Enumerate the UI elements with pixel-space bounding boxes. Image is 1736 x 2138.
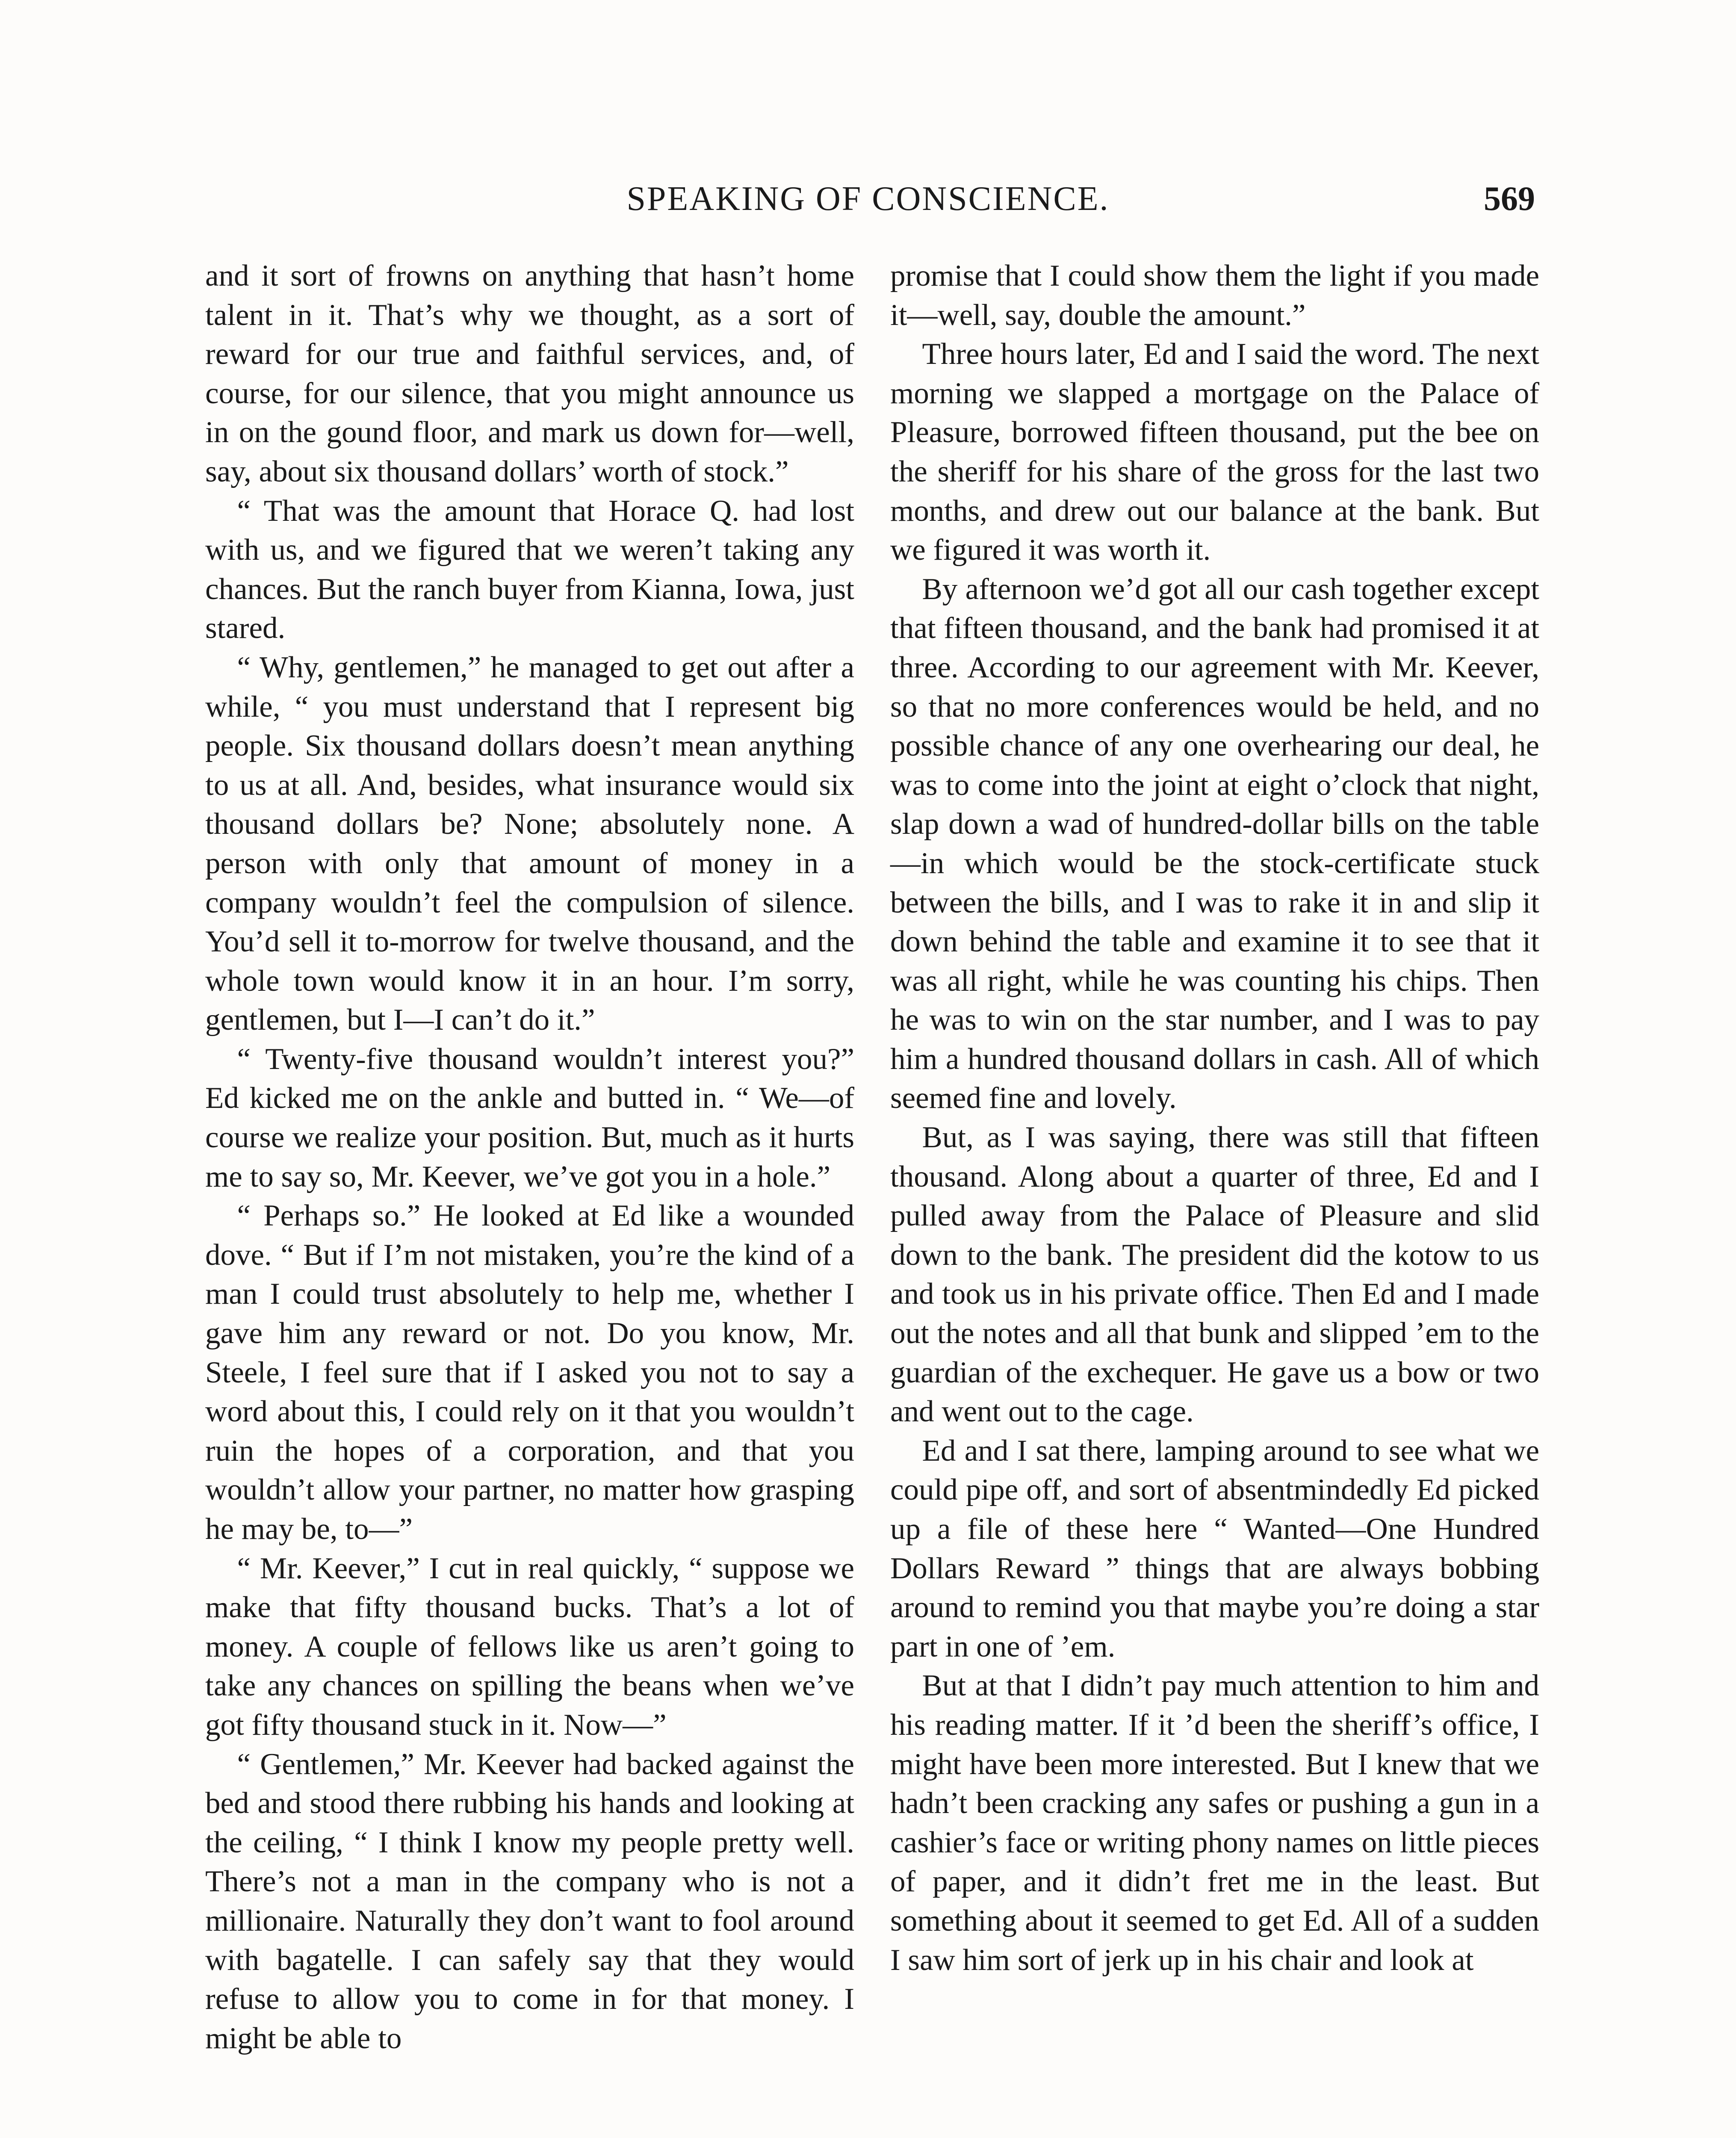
right-column xyxy=(890,257,1539,1980)
paragraph: “ Perhaps so.” He looked at Ed like a wounded dove. “ But if I’m not mistaken, you’re the kind of a man I could trust absolutely to help me, whether I gave him any reward or not. Do you know, Mr. Steele, I feel sure that if I asked you not to say a word about this, I could rely on it that you wouldn’t ruin the hopes of a corporation, and that you wouldn’t allow your partner, no matter how grasping he may be, to—” xyxy=(205,1199,854,1546)
page-header xyxy=(201,180,1535,222)
running-title: SPEAKING OF CONSCIENCE. xyxy=(626,180,1110,218)
paragraph: Three hours later, Ed and I said the word. The next morning we slapped a mortgage on the Palace of Pleasure, borrowed fifteen thousand, put the bee on the sheriff for his share of the gross for the last two months, and drew out our balance at the bank. But we figured it was worth it. xyxy=(890,337,1539,567)
paragraph: Ed and I sat there, lamping around to see what we could pipe off, and sort of absentmindedly Ed picked up a file of these here “ Wanted—One Hundred Dollars Reward ” things that are always bobbing around to remind you that maybe you’re doing a star part in one of ’em. xyxy=(890,1434,1539,1663)
paragraph: “ Why, gentlemen,” he managed to get out after a while, “ you must understand that I represent big people. Six thousand dollars doesn’t mean anything to us at all. And, besides, what insurance would six thousand dollars be? None; absolutely none. A person with only that amount of money in a company wouldn’t feel the compulsion of silence. You’d sell it to-morrow for twelve thousand, and the whole town would know it in an hour. I’m sorry, gentlemen, but I—I can’t do it.” xyxy=(205,650,854,1037)
paragraph: and it sort of frowns on anything that hasn’t home talent in it. That’s why we thought, as a sort of reward for our true and faithful services, and, of course, for our silence, that you might announce us in on the gound floor, and mark us down for—well, say, about six thousand dollars’ worth of stock.” xyxy=(205,259,854,488)
paragraph: By afternoon we’d got all our cash together except that fifteen thousand, and the bank had promised it at three. According to our agreement with Mr. Keever, so that no more conferences would be held, and no possible chance of any one overhearing our deal, he was to come into the joint at eight o’clock that night, slap down a wad of hundred-dollar bills on the table—in which would be the stock-certificate stuck between the bills, and I was to rake it in and slip it down behind the table and examine it to see that it was all right, while he was counting his chips. Then he was to win on the star number, and I was to pay him a hundred thousand dollars in cash. All of which seemed fine and lovely. xyxy=(890,572,1539,1115)
page-number: 569 xyxy=(1484,180,1535,218)
paragraph: promise that I could show them the light if you made it—well, say, double the amount.” xyxy=(890,259,1539,332)
paragraph: But at that I didn’t pay much attention to him and his reading matter. If it ’d been the sheriff’s office, I might have been more interested. But I knew that we hadn’t been cracking any safes or pushing a gun in a cashier’s face or writing phony names on little pieces of paper, and it didn’t fret me in the least. But something about it seemed to get Ed. All of a sudden I saw him sort of jerk up in his chair and look at xyxy=(890,1669,1539,1977)
paragraph: “ Gentlemen,” Mr. Keever had backed against the bed and stood there rubbing his hands and looking at the ceiling, “ I think I know my people pretty well. There’s not a man in the company who is not a millionaire. Naturally they don’t want to fool around with bagatelle. I can safely say that they would refuse to allow you to come in for that money. I might be able to xyxy=(205,1747,854,2055)
paragraph: “ Twenty-five thousand wouldn’t interest you?” Ed kicked me on the ankle and butted in. “ We—of course we realize your position. But, much as it hurts me to say so, Mr. Keever, we’ve got you in a hole.” xyxy=(205,1042,854,1193)
paragraph: “ Mr. Keever,” I cut in real quickly, “ suppose we make that fifty thousand bucks. That’s a lot of money. A couple of fellows like us aren’t going to take any chances on spilling the beans when we’ve got fifty thousand stuck in it. Now—” xyxy=(205,1551,854,1742)
left-column xyxy=(205,257,854,2058)
paragraph: But, as I was saying, there was still that fifteen thousand. Along about a quarter of three, Ed and I pulled away from the Palace of Pleasure and slid down to the bank. The president did the kotow to us and took us in his private office. Then Ed and I made out the notes and all that bunk and slipped ’em to the guardian of the exchequer. He gave us a bow or two and went out to the cage. xyxy=(890,1121,1539,1429)
paragraph: “ That was the amount that Horace Q. had lost with us, and we figured that we weren’t taking any chances. But the ranch buyer from Kianna, Iowa, just stared. xyxy=(205,494,854,645)
